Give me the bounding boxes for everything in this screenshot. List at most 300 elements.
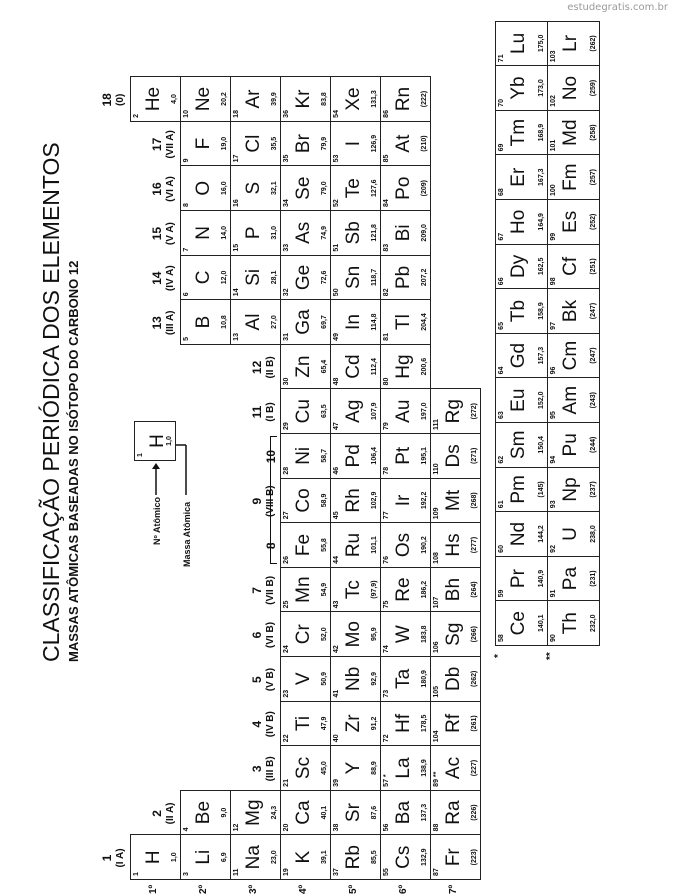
atomic-number: 17 (233, 154, 240, 163)
element-cell (380, 299, 431, 345)
element-symbol: Gd (508, 342, 529, 369)
element-symbol: Ho (508, 209, 529, 234)
element-symbol: H (143, 850, 164, 865)
element-cell (230, 255, 281, 301)
element-cell (280, 344, 331, 390)
group-number: 10 (264, 449, 278, 464)
element-cell (330, 165, 381, 211)
element-symbol: Ir (393, 494, 414, 507)
atomic-number: 55 (383, 868, 390, 876)
element-symbol: Ag (343, 399, 364, 423)
element-symbol: Se (293, 176, 314, 200)
group-number: 4 (250, 720, 264, 728)
element-cell (280, 522, 331, 568)
atomic-mass: 238,0 (590, 525, 597, 543)
group-number: 2 (150, 810, 164, 817)
atomic-mass: (226) (471, 804, 478, 821)
element-cell (330, 656, 381, 702)
atomic-mass: 197,0 (421, 402, 428, 420)
element-cell (430, 567, 481, 613)
atomic-number: 22 (283, 734, 290, 743)
atomic-number: 81 (383, 333, 390, 341)
element-cell (230, 299, 281, 345)
atomic-number: 9 (183, 158, 190, 163)
element-cell (495, 377, 548, 423)
element-symbol: W (393, 625, 414, 644)
atomic-mass: 180,9 (421, 670, 428, 688)
atomic-number: 67 (498, 232, 505, 241)
atomic-number: 10 (183, 110, 190, 118)
atomic-mass: (243) (590, 392, 597, 409)
atomic-mass: 121,8 (371, 224, 378, 242)
element-symbol: Er (508, 167, 529, 187)
atomic-number: 1 (133, 872, 140, 876)
element-cell (430, 388, 481, 434)
element-symbol: Am (560, 385, 581, 415)
element-cell (330, 790, 381, 836)
atomic-mass: 162,5 (538, 257, 545, 276)
atomic-mass: (247) (590, 302, 597, 320)
element-symbol: Ra (443, 800, 464, 825)
group-number: 18 (100, 93, 114, 107)
element-cell (330, 433, 381, 479)
atomic-number: 72 (383, 734, 390, 743)
element-symbol: Al (243, 313, 264, 331)
atomic-number: 20 (283, 823, 290, 832)
atomic-number: 89 ** (433, 771, 440, 787)
atomic-mass: 167,3 (538, 168, 545, 186)
element-cell (330, 522, 381, 568)
element-cell (547, 511, 600, 557)
atomic-number: 36 (283, 110, 290, 118)
group-number: 5 (250, 676, 264, 683)
atomic-number: 30 (283, 377, 290, 386)
group-number: 13 (150, 316, 164, 330)
atomic-mass: 83,8 (321, 92, 328, 106)
element-cell (495, 154, 548, 200)
atomic-mass: 72,6 (321, 270, 328, 285)
element-cell (430, 790, 481, 836)
element-cell (280, 656, 331, 702)
atomic-number: 92 (550, 545, 557, 553)
atomic-mass: 24,3 (271, 805, 278, 820)
atomic-number: 74 (383, 645, 390, 653)
atomic-mass: 87,6 (371, 805, 378, 820)
atomic-mass: (262) (471, 670, 478, 687)
group-number: 15 (150, 226, 164, 241)
atomic-number: 26 (283, 556, 290, 564)
element-symbol: Lr (560, 34, 581, 52)
element-symbol: Bi (393, 224, 414, 242)
atomic-mass: 54,9 (321, 582, 328, 597)
atomic-number: 49 (333, 333, 340, 341)
atomic-mass: 31,0 (271, 226, 278, 240)
atomic-mass: 131,3 (371, 90, 378, 108)
group-roman: (VI A) (165, 176, 176, 202)
element-symbol: Cr (293, 624, 314, 645)
legend-example-number: 1 (137, 453, 144, 457)
atomic-number: 25 (283, 600, 290, 609)
atomic-number: 31 (283, 333, 290, 341)
atomic-number: 102 (550, 95, 557, 107)
element-cell (430, 522, 481, 568)
atomic-number: 69 (498, 143, 505, 152)
element-symbol: Tc (343, 580, 364, 600)
group-number: 14 (150, 271, 164, 285)
atomic-mass: 137,3 (421, 803, 428, 822)
atomic-mass: 195,1 (421, 447, 428, 465)
atomic-number: 12 (233, 823, 240, 832)
element-symbol: Kr (293, 89, 314, 109)
element-symbol: Pt (393, 446, 414, 465)
atomic-mass: 58,9 (321, 493, 328, 508)
element-cell (330, 388, 381, 434)
atomic-mass: 118,7 (371, 268, 378, 286)
atomic-number: 66 (498, 277, 505, 286)
element-cell (380, 611, 431, 657)
atomic-number: 71 (498, 54, 505, 63)
atomic-number: 70 (498, 99, 505, 107)
atomic-number: 60 (498, 545, 505, 553)
element-symbol: Sn (343, 265, 364, 290)
element-symbol: Sb (343, 221, 364, 245)
element-symbol: Ti (293, 715, 314, 731)
element-symbol: Sm (508, 430, 529, 460)
element-symbol: Li (193, 849, 214, 865)
element-cell (230, 121, 281, 167)
element-symbol: Rg (443, 399, 464, 424)
element-symbol: K (293, 850, 314, 864)
atomic-mass: (222) (421, 90, 428, 108)
atomic-number: 35 (283, 154, 290, 163)
atomic-mass: 140,1 (538, 614, 545, 632)
element-symbol: Mn (293, 576, 314, 603)
legend-example-mass: 1,0 (166, 436, 173, 446)
atomic-number: 8 (183, 203, 190, 207)
element-symbol: Cs (393, 845, 414, 869)
element-symbol: Cd (343, 354, 364, 379)
element-symbol: Re (393, 577, 414, 602)
element-cell (380, 121, 431, 167)
atomic-mass: 106,4 (371, 447, 378, 465)
atomic-mass: 207,2 (421, 268, 428, 287)
element-symbol: Rn (393, 86, 414, 112)
element-cell (280, 478, 331, 524)
group-roman: (II B) (265, 356, 276, 379)
atomic-mass: 9,0 (221, 807, 228, 818)
element-cell (430, 745, 481, 791)
atomic-mass: (272) (471, 403, 478, 420)
atomic-number: 100 (550, 184, 557, 196)
atomic-mass: 232,0 (590, 614, 597, 632)
atomic-mass: (209) (421, 180, 428, 197)
element-symbol: Fe (293, 533, 314, 557)
atomic-number: 46 (333, 466, 340, 475)
atomic-number: 41 (333, 689, 340, 698)
period-label: 1º (148, 884, 159, 894)
element-cell (547, 467, 600, 513)
group-roman: (V A) (165, 222, 176, 246)
atomic-number: 99 (550, 232, 557, 241)
atomic-number: 15 (233, 243, 240, 252)
atomic-number: 50 (333, 288, 340, 297)
atomic-mass: 39,9 (271, 92, 278, 106)
atomic-number: 18 (233, 110, 240, 118)
element-symbol: Rh (343, 488, 364, 513)
legend-atomic-mass-label: Massa Atômica (182, 501, 192, 567)
legend-box (130, 397, 210, 567)
atomic-number: 21 (283, 779, 290, 787)
element-cell (547, 288, 600, 334)
element-symbol: U (560, 527, 581, 541)
element-symbol: Br (293, 134, 314, 154)
element-cell (230, 76, 281, 122)
atomic-number: 45 (333, 511, 340, 520)
element-cell (280, 701, 331, 747)
atomic-number: 85 (383, 154, 390, 163)
element-cell (330, 344, 381, 390)
atomic-mass: 92,9 (371, 672, 378, 686)
atomic-number: 28 (283, 466, 290, 475)
atomic-number: 43 (333, 600, 340, 609)
group-roman: (VII A) (165, 130, 176, 159)
atomic-mass: 114,8 (371, 313, 378, 331)
atomic-mass: (97,9) (371, 580, 378, 599)
atomic-mass: 10,8 (221, 315, 228, 329)
atomic-number: 82 (383, 288, 390, 297)
atomic-number: 24 (283, 645, 290, 653)
atomic-mass: (262) (590, 35, 597, 52)
atomic-mass: 65,4 (321, 359, 328, 374)
element-symbol: Tm (508, 118, 529, 147)
element-cell (430, 656, 481, 702)
element-cell (280, 76, 331, 122)
atomic-number: 64 (498, 366, 505, 375)
atomic-mass: 157,3 (538, 346, 545, 365)
element-cell (180, 210, 231, 256)
atomic-number: 76 (383, 556, 390, 564)
atomic-number: 98 (550, 277, 557, 286)
period-label: 4º (298, 884, 309, 894)
element-cell (280, 834, 331, 880)
group-roman: (I B) (265, 402, 276, 422)
atomic-number: 38 (333, 823, 340, 832)
atomic-number: 44 (333, 556, 340, 564)
group-roman: (III B) (265, 756, 276, 782)
atomic-number: 4 (183, 827, 190, 832)
element-symbol: Ni (293, 446, 314, 465)
atomic-number: 84 (383, 199, 390, 207)
element-symbol: Co (293, 488, 314, 513)
atomic-number: 51 (333, 243, 340, 252)
atomic-number: 19 (283, 868, 290, 876)
element-symbol: Nb (343, 666, 364, 691)
atomic-number: 62 (498, 455, 505, 464)
atomic-mass: (257) (590, 169, 597, 186)
atomic-mass: 32,1 (271, 181, 278, 196)
element-cell (547, 65, 600, 111)
element-symbol: Ru (343, 532, 364, 558)
atomic-mass: 39,1 (321, 850, 328, 865)
atomic-number: 106 (433, 641, 440, 653)
atomic-number: 29 (283, 422, 290, 430)
element-symbol: Hg (393, 354, 414, 379)
element-cell (495, 556, 548, 602)
atomic-mass: 47,9 (321, 716, 328, 731)
element-cell (380, 478, 431, 524)
watermark: estudegratis.com.br (567, 2, 668, 13)
group-roman: (IV A) (165, 265, 176, 292)
element-cell (280, 299, 331, 345)
group-roman: (V B) (265, 667, 276, 692)
atomic-mass: (261) (471, 715, 478, 732)
element-symbol: Ge (293, 264, 314, 291)
atomic-mass: 186,2 (421, 580, 428, 599)
atomic-number: 40 (333, 734, 340, 743)
period-label: 6º (398, 884, 409, 894)
atomic-mass: 126,9 (371, 134, 378, 153)
element-cell (380, 433, 431, 479)
atomic-mass: 101,1 (371, 536, 378, 554)
element-cell (547, 21, 600, 67)
element-symbol: V (293, 672, 314, 686)
element-symbol: Hs (443, 533, 464, 557)
group-roman: (VI B) (265, 621, 276, 649)
element-symbol: Pr (508, 569, 529, 589)
element-cell (547, 199, 600, 245)
atomic-mass: 144,2 (538, 525, 545, 543)
atomic-number: 101 (550, 139, 557, 152)
element-symbol: Ta (393, 668, 414, 689)
element-cell (330, 299, 381, 345)
element-cell (180, 834, 231, 880)
atomic-number: 5 (183, 336, 190, 341)
atomic-number: 96 (550, 366, 557, 375)
element-cell (380, 388, 431, 434)
atomic-mass: 27,0 (271, 315, 278, 329)
group-roman: (0) (115, 93, 126, 106)
element-cell (547, 154, 600, 200)
element-cell (280, 433, 331, 479)
element-symbol: P (243, 226, 264, 240)
atomic-number: 87 (433, 868, 440, 876)
element-symbol: O (193, 180, 214, 196)
atomic-number: 105 (433, 685, 440, 698)
element-symbol: Np (560, 477, 581, 502)
element-symbol: Pm (508, 475, 529, 504)
element-cell (430, 433, 481, 479)
element-cell (430, 611, 481, 657)
atomic-mass: 112,4 (371, 358, 378, 376)
element-cell (380, 567, 431, 613)
element-symbol: Ds (443, 444, 464, 468)
atomic-number: 53 (333, 154, 340, 163)
element-symbol: Au (393, 399, 414, 423)
atomic-number: 6 (183, 292, 190, 297)
element-cell (495, 467, 548, 513)
atomic-mass: (268) (471, 492, 478, 509)
atomic-number: 75 (383, 600, 390, 609)
element-symbol: Cl (243, 134, 264, 153)
element-symbol: Rf (443, 713, 464, 733)
atomic-mass: 158,9 (538, 302, 545, 320)
atomic-mass: 127,6 (371, 179, 378, 197)
atomic-number: 59 (498, 589, 505, 598)
element-cell (330, 567, 381, 613)
atomic-number: 110 (433, 463, 440, 475)
element-cell (230, 834, 281, 880)
atomic-mass: (251) (590, 258, 597, 275)
element-cell (330, 255, 381, 301)
element-cell (180, 121, 231, 167)
atomic-mass: 132,9 (421, 848, 428, 866)
element-symbol: I (343, 140, 364, 147)
atomic-number: 33 (283, 243, 290, 252)
element-cell (380, 656, 431, 702)
element-cell (380, 790, 431, 836)
atomic-number: 47 (333, 422, 340, 430)
element-symbol: Pa (560, 566, 581, 591)
element-symbol: Fr (443, 848, 464, 867)
element-cell (330, 834, 381, 880)
element-cell (330, 76, 381, 122)
atomic-mass: (252) (590, 213, 597, 230)
element-symbol: Th (560, 612, 581, 635)
element-symbol: La (393, 757, 414, 779)
atomic-number: 91 (550, 589, 557, 598)
element-symbol: Rb (343, 845, 364, 870)
element-cell (380, 255, 431, 301)
atomic-number: 107 (433, 596, 440, 609)
element-symbol: Ba (393, 800, 414, 825)
element-symbol: Tl (393, 314, 414, 330)
period-label: 7º (448, 884, 459, 894)
element-symbol: Nd (508, 521, 529, 547)
atomic-mass: 183,8 (421, 625, 428, 643)
atomic-number: 61 (498, 500, 505, 509)
atomic-mass: (237) (590, 481, 597, 498)
atomic-mass: 95,9 (371, 627, 378, 642)
group-roman: (III A) (165, 310, 176, 336)
atomic-mass: 63,5 (321, 404, 328, 419)
element-symbol: Sg (443, 622, 464, 646)
element-cell (495, 110, 548, 156)
atomic-mass: 69,7 (321, 315, 328, 329)
group-number: 16 (150, 182, 164, 196)
legend-atomic-number-label: Nº Atômico (152, 497, 162, 545)
element-symbol: Mg (243, 799, 264, 826)
element-cell (330, 611, 381, 657)
element-cell (330, 121, 381, 167)
element-cell (280, 611, 331, 657)
atomic-mass: (244) (590, 436, 597, 453)
group-number: 17 (150, 137, 164, 152)
atomic-number: 78 (383, 466, 390, 475)
element-symbol: F (193, 137, 214, 150)
element-cell (547, 556, 600, 602)
element-symbol: Hf (393, 713, 414, 733)
period-label: 2º (198, 884, 209, 894)
element-symbol: Ce (508, 611, 529, 636)
atomic-mass: 107,9 (371, 402, 378, 420)
atomic-mass: (266) (471, 626, 478, 643)
atomic-mass: (145) (538, 481, 545, 498)
element-cell (380, 165, 431, 211)
element-symbol: Eu (508, 388, 529, 412)
atomic-number: 77 (383, 511, 390, 520)
atomic-mass: 4,0 (171, 94, 178, 104)
atomic-mass: 20,2 (221, 92, 228, 106)
